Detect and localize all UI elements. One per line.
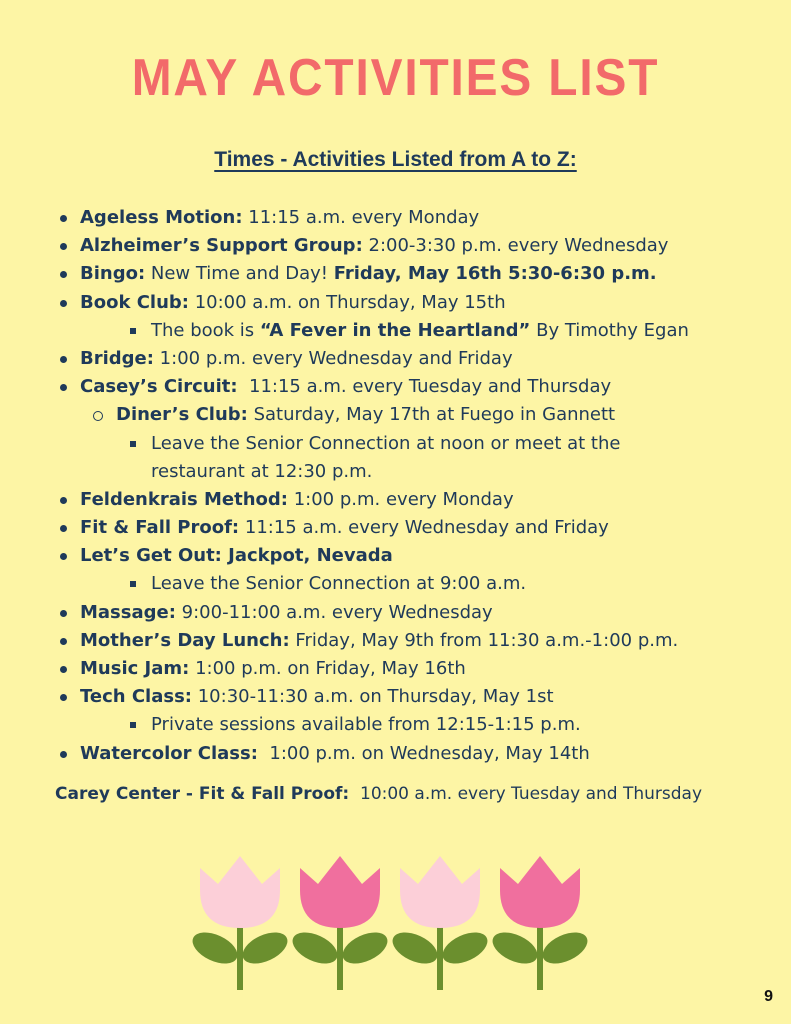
subtitle: Times - Activities Listed from A to Z:: [214, 148, 577, 171]
page-number: 9: [764, 988, 773, 1005]
list-item: Bingo: New Time and Day! Friday, May 16th 5:30-6:30 p.m.: [0, 260, 791, 288]
list-subitem: Private sessions available from 12:15-1:15 p.m.: [0, 711, 791, 739]
page-title: MAY ACTIVITIES LIST: [131, 49, 660, 107]
tulip-icon: [388, 856, 492, 990]
list-subitem: The book is “A Fever in the Heartland” By Timothy Egan: [0, 317, 791, 345]
list-item: Let’s Get Out: Jackpot, Nevada: [0, 542, 791, 570]
list-subitem: Leave the Senior Connection at 9:00 a.m.: [0, 570, 791, 598]
list-item: Alzheimer’s Support Group: 2:00-3:30 p.m. every Wednesday: [0, 232, 791, 260]
tulip-icon: [288, 856, 392, 990]
list-item: Ageless Motion: 11:15 a.m. every Monday: [0, 204, 791, 232]
list-subitem: Leave the Senior Connection at noon or meet at the: [0, 430, 791, 458]
list-item: Casey’s Circuit: 11:15 a.m. every Tuesday and Thursday: [0, 373, 791, 401]
list-item: Feldenkrais Method: 1:00 p.m. every Monday: [0, 486, 791, 514]
list-item: Watercolor Class: 1:00 p.m. on Wednesday, May 14th: [0, 740, 791, 768]
list-item: Book Club: 10:00 a.m. on Thursday, May 15th: [0, 289, 791, 317]
carey-center-note: Carey Center - Fit & Fall Proof: 10:00 a.m. every Tuesday and Thursday: [55, 784, 703, 804]
list-item: Fit & Fall Proof: 11:15 a.m. every Wednesday and Friday: [0, 514, 791, 542]
list-item: Massage: 9:00-11:00 a.m. every Wednesday: [0, 599, 791, 627]
list-item: Bridge: 1:00 p.m. every Wednesday and Friday: [0, 345, 791, 373]
tulip-icon: [190, 856, 292, 990]
list-item: Music Jam: 1:00 p.m. on Friday, May 16th: [0, 655, 791, 683]
list-subitem-continued: restaurant at 12:30 p.m.: [151, 460, 373, 482]
activities-list: [0, 204, 791, 768]
list-subitem: Diner’s Club: Saturday, May 17th at Fuego in Gannett: [0, 401, 791, 429]
list-item: Tech Class: 10:30-11:30 a.m. on Thursday, May 1st: [0, 683, 791, 711]
list-item: Mother’s Day Lunch: Friday, May 9th from 11:30 a.m.-1:00 p.m.: [0, 627, 791, 655]
tulips-illustration: [190, 850, 600, 995]
tulip-icon: [488, 856, 592, 990]
